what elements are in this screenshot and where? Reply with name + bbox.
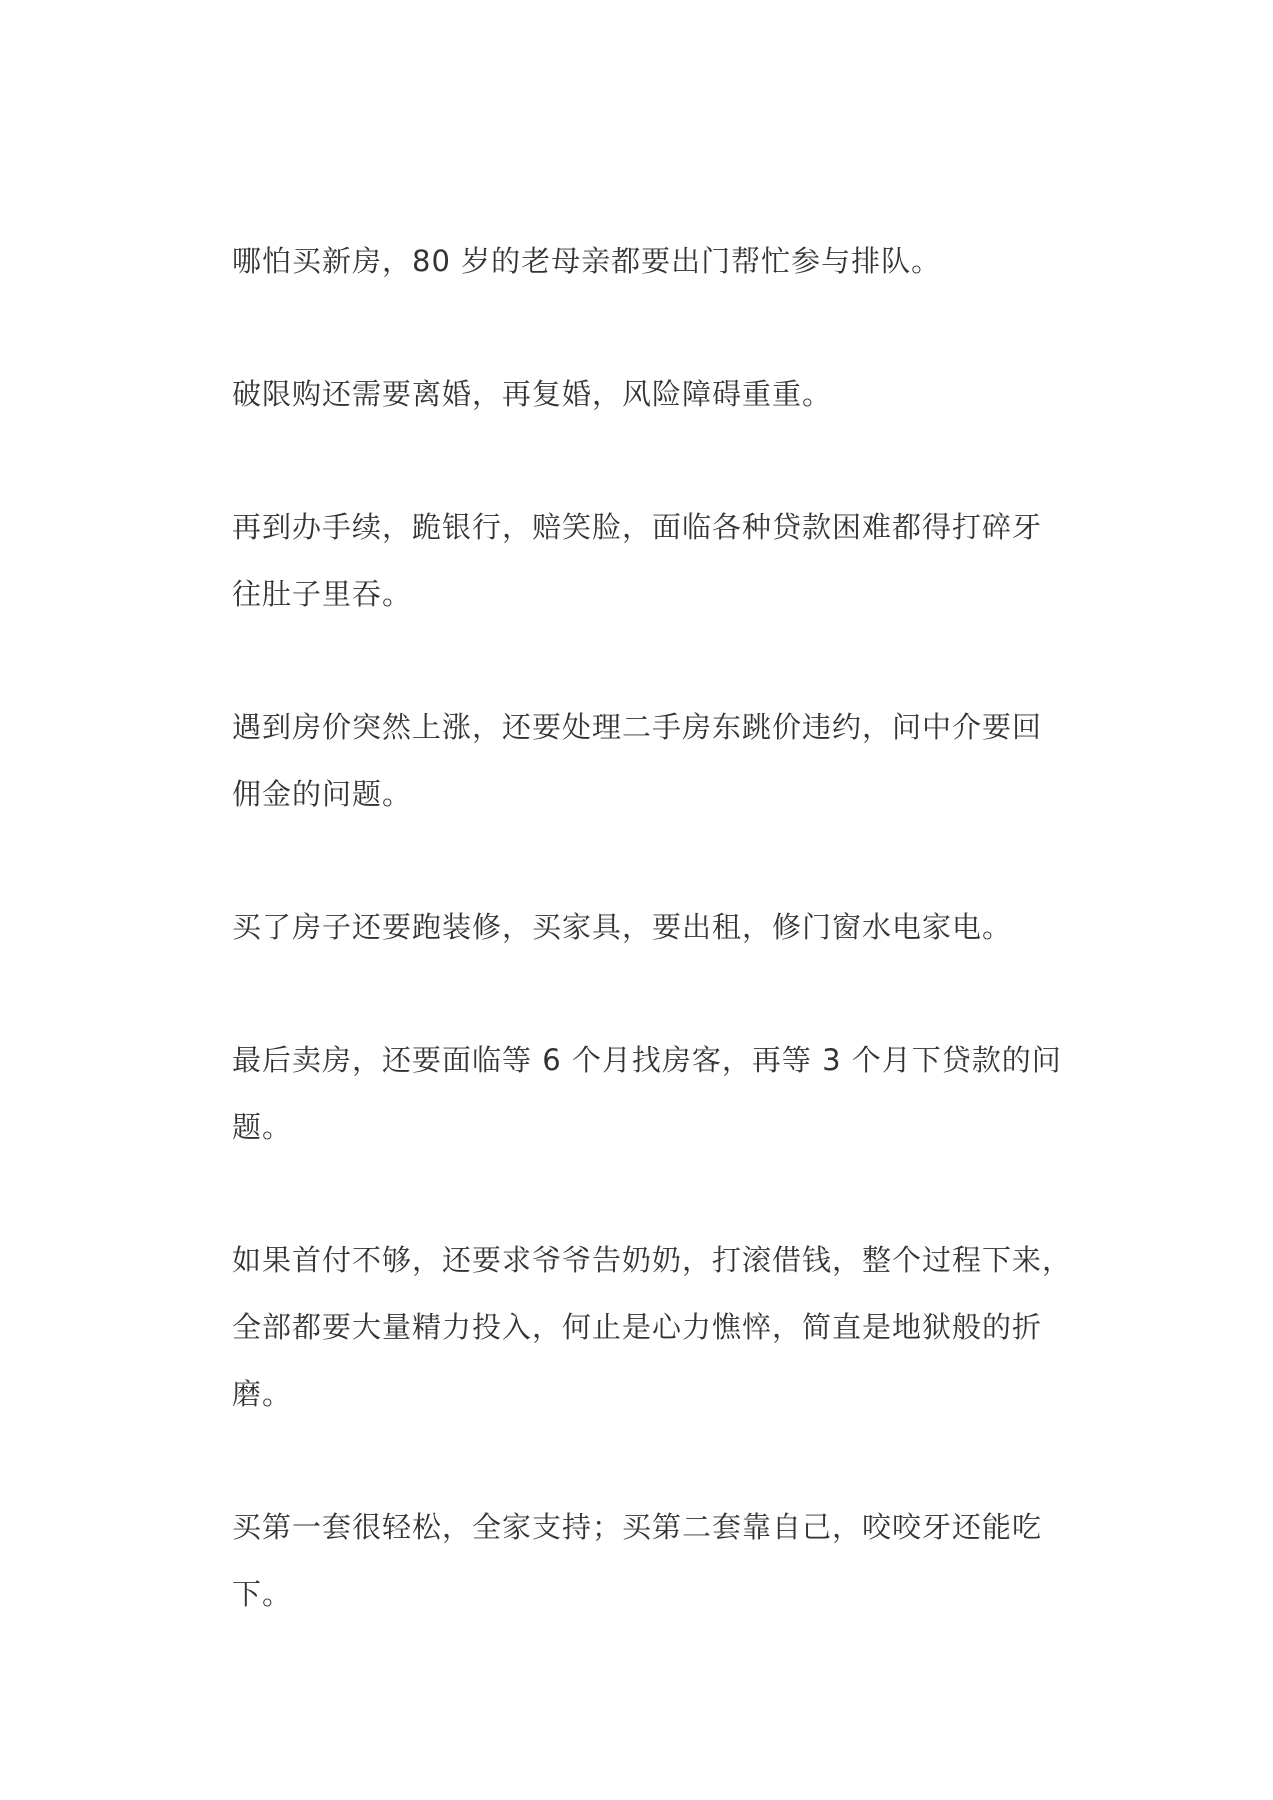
text-line: 遇到房价突然上涨，还要处理二手房东跳价违约，问中介要回 (232, 710, 1043, 744)
article-body (232, 228, 1073, 1694)
text-line: 磨。 (232, 1377, 293, 1411)
text-line: 如果首付不够，还要求爷爷告奶奶，打滚借钱，整个过程下来， (232, 1243, 1073, 1277)
text-line: 题。 (232, 1110, 293, 1144)
text-line: 哪怕买新房，80 岁的老母亲都要出门帮忙参与排队。 (232, 244, 942, 278)
paragraph-7 (232, 1227, 1073, 1428)
text-line: 破限购还需要离婚，再复婚，风险障碍重重。 (232, 377, 833, 411)
paragraph-6 (232, 1027, 1062, 1161)
text-line: 再到办手续，跪银行，赔笑脸，面临各种贷款困难都得打碎牙 (232, 510, 1043, 544)
text-line: 买了房子还要跑装修，买家具，要出租，修门窗水电家电。 (232, 910, 1013, 944)
text-line: 往肚子里吞。 (232, 577, 413, 611)
text-line: 佣金的问题。 (232, 777, 413, 811)
paragraph-3 (232, 494, 1062, 628)
text-line: 全部都要大量精力投入，何止是心力憔悴，简直是地狱般的折 (232, 1310, 1043, 1344)
paragraph-2 (232, 361, 1062, 428)
paragraph-4 (232, 694, 1062, 828)
paragraph-8 (232, 1494, 1062, 1628)
text-line: 买第一套很轻松，全家支持；买第二套靠自己，咬咬牙还能吃 (232, 1510, 1043, 1544)
text-line: 下。 (232, 1577, 293, 1611)
paragraph-1 (232, 228, 1062, 295)
text-line: 最后卖房，还要面临等 6 个月找房客，再等 3 个月下贷款的问 (232, 1043, 1062, 1077)
paragraph-5 (232, 894, 1062, 961)
